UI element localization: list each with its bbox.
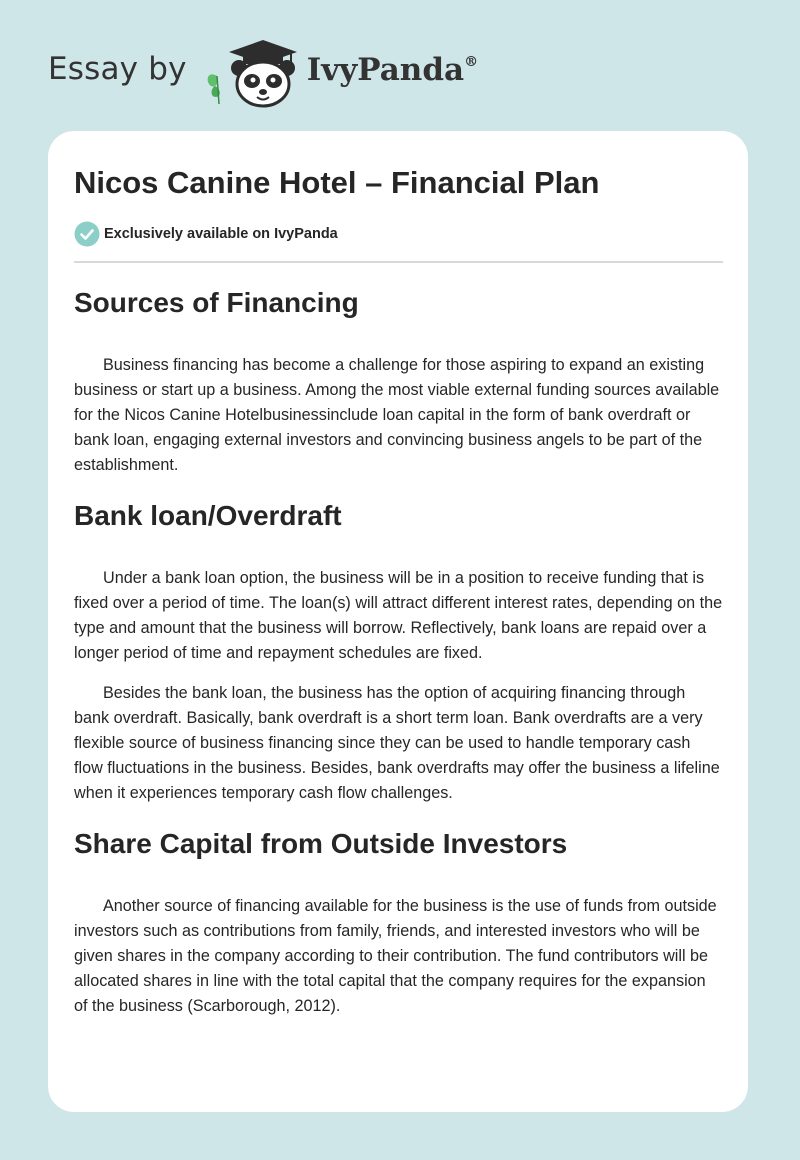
- section-bank-loan-overdraft: [74, 496, 723, 806]
- brand-prefix: Essay by: [48, 51, 187, 87]
- article-body: [74, 283, 723, 1034]
- paragraph: Another source of financing available for the business is the use of funds from outside investors such as contributions from family, friends, and interested investors who will be given shares in the company according to their contribution. The fund contributors will be allocated shares in line with the total capital that the company requires for the expansion of the business (Scarborough, 2012).: [74, 897, 717, 1015]
- badge-text: Exclusively available on IvyPanda: [104, 226, 338, 242]
- section-heading: Share Capital from Outside Investors: [74, 828, 568, 859]
- panda-graduate-icon[interactable]: [201, 34, 301, 108]
- paragraph: Business financing has become a challenge for those aspiring to expand an existing business or start up a business. Among the most viable external funding sources available for the Nicos Canine Hotelbusinessinclude loan capital in the form of bank overdraft or bank loan, engaging external investors and convincing business angels to be part of the establishment.: [74, 356, 720, 474]
- check-circle-icon: [74, 221, 100, 247]
- section-share-capital: [74, 824, 723, 1019]
- essay-card: [48, 131, 748, 1112]
- brand-header: [48, 34, 478, 108]
- paragraph: Besides the bank loan, the business has the option of acquiring financing through bank overdraft. Basically, bank overdraft is a short term loan. Bank overdrafts are a very flexible source of business financing since they can be used to handle temporary cash flow fluctuations in the business. Besides, bank overdrafts may offer the business a lifeline when it experiences temporary cash flow challenges.: [74, 684, 720, 802]
- paragraph: Under a bank loan option, the business will be in a position to receive funding that is fixed over a period of time. The loan(s) will attract different interest rates, depending on the type and amount that the business will borrow. Reflectively, bank loans are repaid over a longer period of time and repayment schedules are fixed.: [74, 569, 723, 662]
- section-heading: Bank loan/Overdraft: [74, 500, 342, 531]
- exclusive-badge: [74, 221, 338, 247]
- section-heading: Sources of Financing: [74, 287, 359, 318]
- divider: [74, 261, 723, 263]
- section-sources-of-financing: [74, 283, 723, 478]
- page-title: Nicos Canine Hotel – Financial Plan: [74, 165, 600, 200]
- brand-name[interactable]: IvyPanda®: [306, 52, 479, 88]
